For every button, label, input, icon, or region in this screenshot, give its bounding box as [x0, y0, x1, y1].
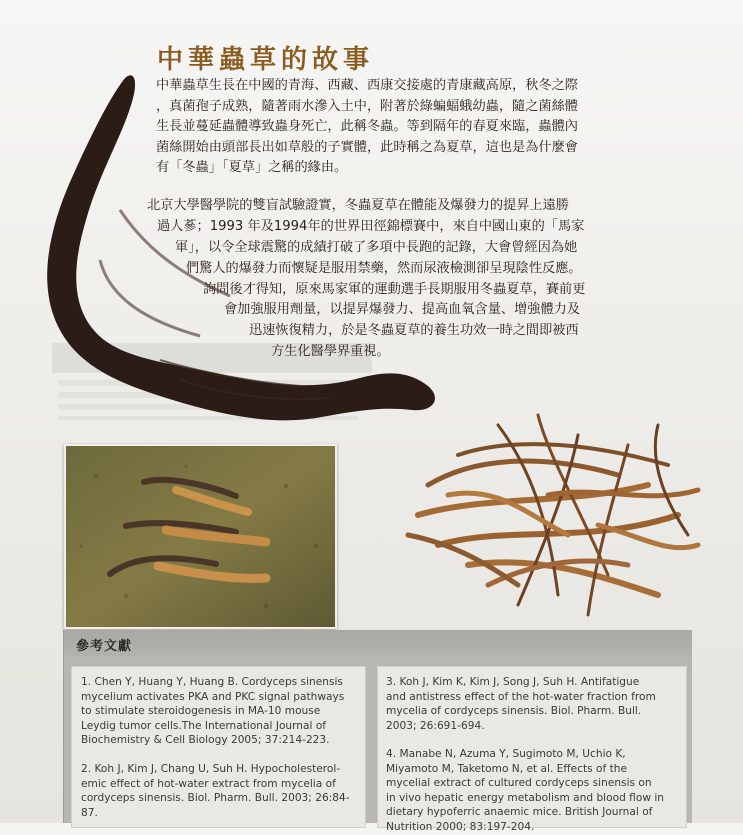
- references-title: 參考文獻: [76, 639, 133, 654]
- references-column-left: [71, 666, 366, 828]
- research-line: 北京大學醫學院的雙盲試驗證實，冬蟲夏草在體能及爆發力的提昇上遠勝: [147, 198, 569, 213]
- references-header: [64, 630, 692, 656]
- research-line: 們驚人的爆發力而懷疑是服用禁藥，然而尿液檢測卻呈現陰性反應。: [186, 261, 582, 276]
- research-line: 過人蔘；1993 年及1994年的世界田徑錦標賽中，來自中國山東的「馬家: [157, 219, 585, 234]
- references-section: [63, 630, 692, 833]
- dried-cordyceps-photo: [398, 395, 710, 627]
- research-line: 會加強服用劑量，以提昇爆發力、提高血氧含量、增強體力及: [224, 302, 581, 317]
- reference-item: 1. Chen Y, Huang Y, Huang B. Cordyceps sinensis mycelium activates PKA and PKC signal pathways to stimulate steroidogenesis in MA-10 mouse Leydig tumor cells.The International Journal of Biochemistry & Cell Biology 2005; 37:214-223.: [81, 676, 345, 747]
- cordyceps-field-photo: [64, 444, 337, 629]
- reference-item: 2. Koh J, Kim J, Chang U, Suh H. Hypocholesterol- emic effect of hot-water extract from mycelia of cordyceps sinensis. Biol. Pharm. Bull. 2003; 26:84- 87.: [81, 763, 350, 819]
- field-photo-image: [66, 446, 335, 627]
- page-title: 中華蟲草的故事: [157, 45, 375, 75]
- research-line: 軍」，以令全球震驚的成績打破了多項中長跑的記錄，大會曾經因為她: [175, 240, 578, 255]
- research-line: 方生化醫學界重視。: [271, 344, 390, 359]
- reference-item: 4. Manabe N, Azuma Y, Sugimoto M, Uchio K, Miyamoto M, Taketomo N, et al. Effects of the mycelial extract of cultured cordyceps sinensis on in vivo hepatic energy metabolism and blood flow in dietary hypoferric anaemic mice. British Journal of Nutrition 2000; 83:197-204.: [386, 748, 665, 833]
- reference-item: 3. Koh J, Kim K, Kim J, Song J, Suh H. Antifatigue and antistress effect of the hot-water fraction from mycelia of cordyceps sinensis. Biol. Pharm. Bull. 2003; 26:691-694.: [386, 676, 656, 732]
- research-line: 詢問後才得知，原來馬家軍的運動選手長期服用冬蟲夏草，賽前更: [203, 282, 586, 297]
- intro-paragraph: 中華蟲草生長在中國的青海、西藏、西康交接處的青康藏高原，秋冬之際 ，真菌孢子成熟，隨著雨水滲入土中，附著於綠蝙蝠蛾幼蟲，隨之菌絲體 生長並蔓延蟲體導致蟲身死亡，此稱冬蟲。等到隔年的春夏來臨，蟲體內 菌絲開始由頭部長出如草般的子實體，此時稱之為夏草，這也是為什麼會 有「冬蟲」「夏草」之稱的緣由。: [156, 78, 578, 175]
- research-line: 迅速恢復精力，於是冬蟲夏草的養生功效一時之間即被西: [249, 323, 579, 338]
- references-column-right: [377, 666, 687, 833]
